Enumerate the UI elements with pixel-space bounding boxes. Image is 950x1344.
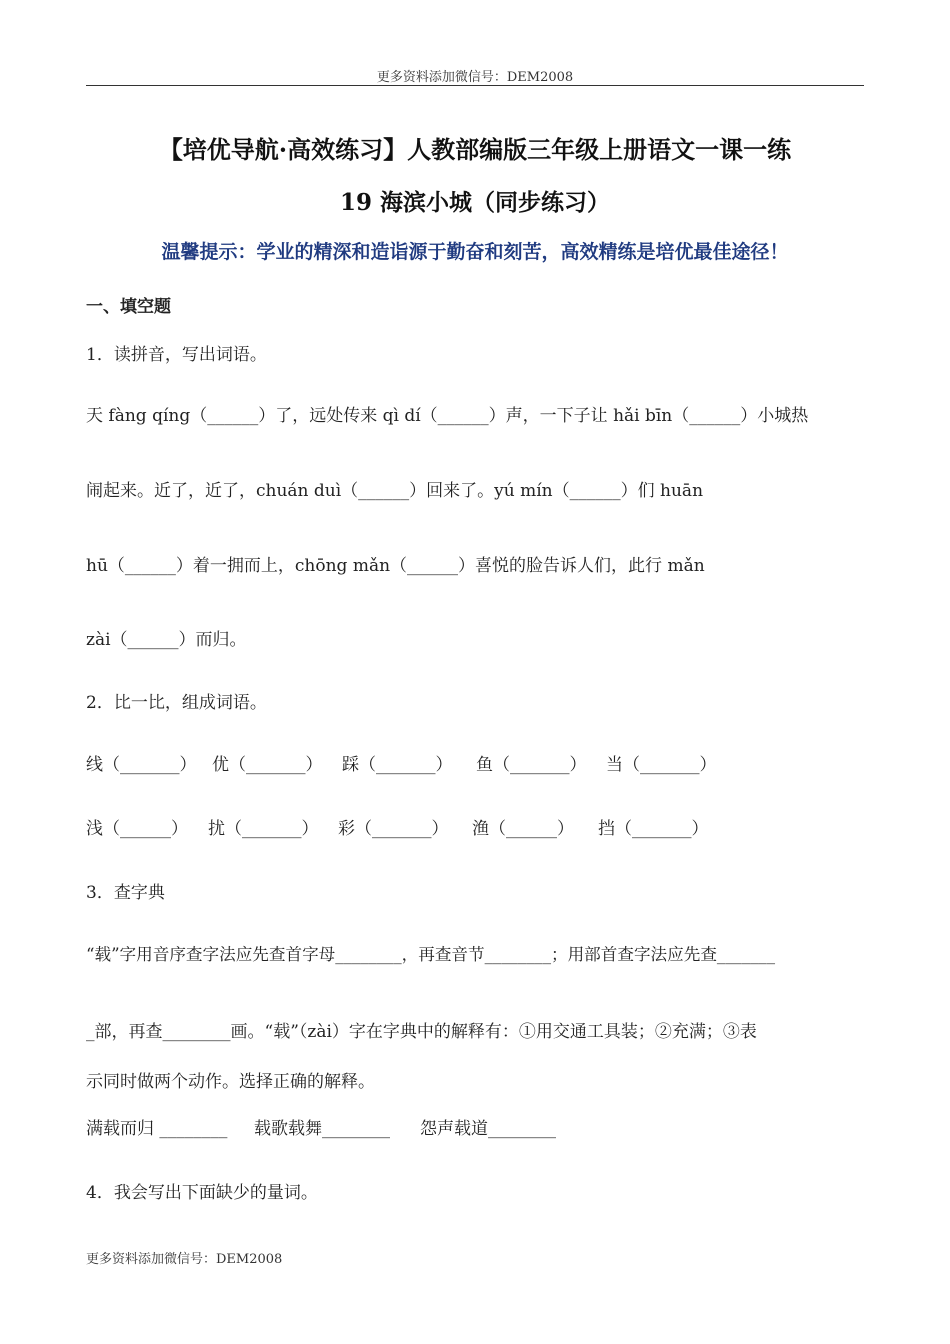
page-footer: 更多资料添加微信号：DEM2008 bbox=[86, 1252, 283, 1267]
document-title: 【培优导航·高效练习】人教部编版三年级上册语文一课一练 bbox=[158, 135, 792, 164]
question-1-line-2: 闹起来。近了，近了，chuán duì（______）回来了。yú mín（______）们 huān bbox=[86, 481, 704, 501]
word-item: 浅（______） bbox=[86, 819, 188, 839]
question-3-line-1: “载”字用音序查字法应先查首字母________，再查音节________；用部首查字法应先查_______ bbox=[86, 945, 776, 964]
choice-item: 怨声载道________ bbox=[420, 1119, 556, 1139]
question-3-line-2: _部，再查________画。“载”（zài）字在字典中的解释有：①用交通工具装；②充满；③表 bbox=[86, 1022, 757, 1042]
question-1-line-3: hū（______）着一拥而上，chōng mǎn（______）喜悦的脸告诉人们，此行 mǎn bbox=[86, 556, 705, 576]
question-2-prompt: 2．比一比，组成词语。 bbox=[86, 693, 267, 713]
word-item: 渔（______） bbox=[472, 819, 574, 839]
question-3-prompt: 3．查字典 bbox=[86, 883, 165, 903]
word-item: 当（_______） bbox=[606, 755, 717, 775]
word-item: 线（_______） bbox=[86, 755, 197, 775]
lesson-title: 19 海滨小城（同步练习） bbox=[339, 189, 610, 216]
section-heading: 一、填空题 bbox=[86, 297, 171, 317]
tip-banner: 温馨提示：学业的精深和造诣源于勤奋和刻苦，高效精练是培优最佳途径！ bbox=[161, 241, 789, 263]
choice-item: 满载而归 ________ bbox=[86, 1119, 228, 1139]
question-3-line-3: 示同时做两个动作。选择正确的解释。 bbox=[86, 1072, 375, 1092]
word-item: 优（_______） bbox=[212, 755, 323, 775]
word-item: 挡（_______） bbox=[598, 819, 709, 839]
word-item: 扰（_______） bbox=[208, 819, 319, 839]
header-divider bbox=[86, 85, 864, 86]
question-4-prompt: 4．我会写出下面缺少的量词。 bbox=[86, 1183, 318, 1203]
question-1-line-4: zài（______）而归。 bbox=[86, 630, 247, 650]
question-1-prompt: 1．读拼音，写出词语。 bbox=[86, 345, 267, 365]
word-item: 彩（_______） bbox=[338, 819, 449, 839]
question-1-line-1: 天 fàng qíng（______）了，远处传来 qì dí（______）声，一下子让 hǎi bīn（______）小城热 bbox=[86, 406, 809, 426]
word-item: 鱼（_______） bbox=[476, 755, 587, 775]
page-header: 更多资料添加微信号：DEM2008 bbox=[376, 70, 574, 85]
choice-item: 载歌载舞________ bbox=[254, 1119, 390, 1139]
word-item: 踩（_______） bbox=[342, 755, 453, 775]
